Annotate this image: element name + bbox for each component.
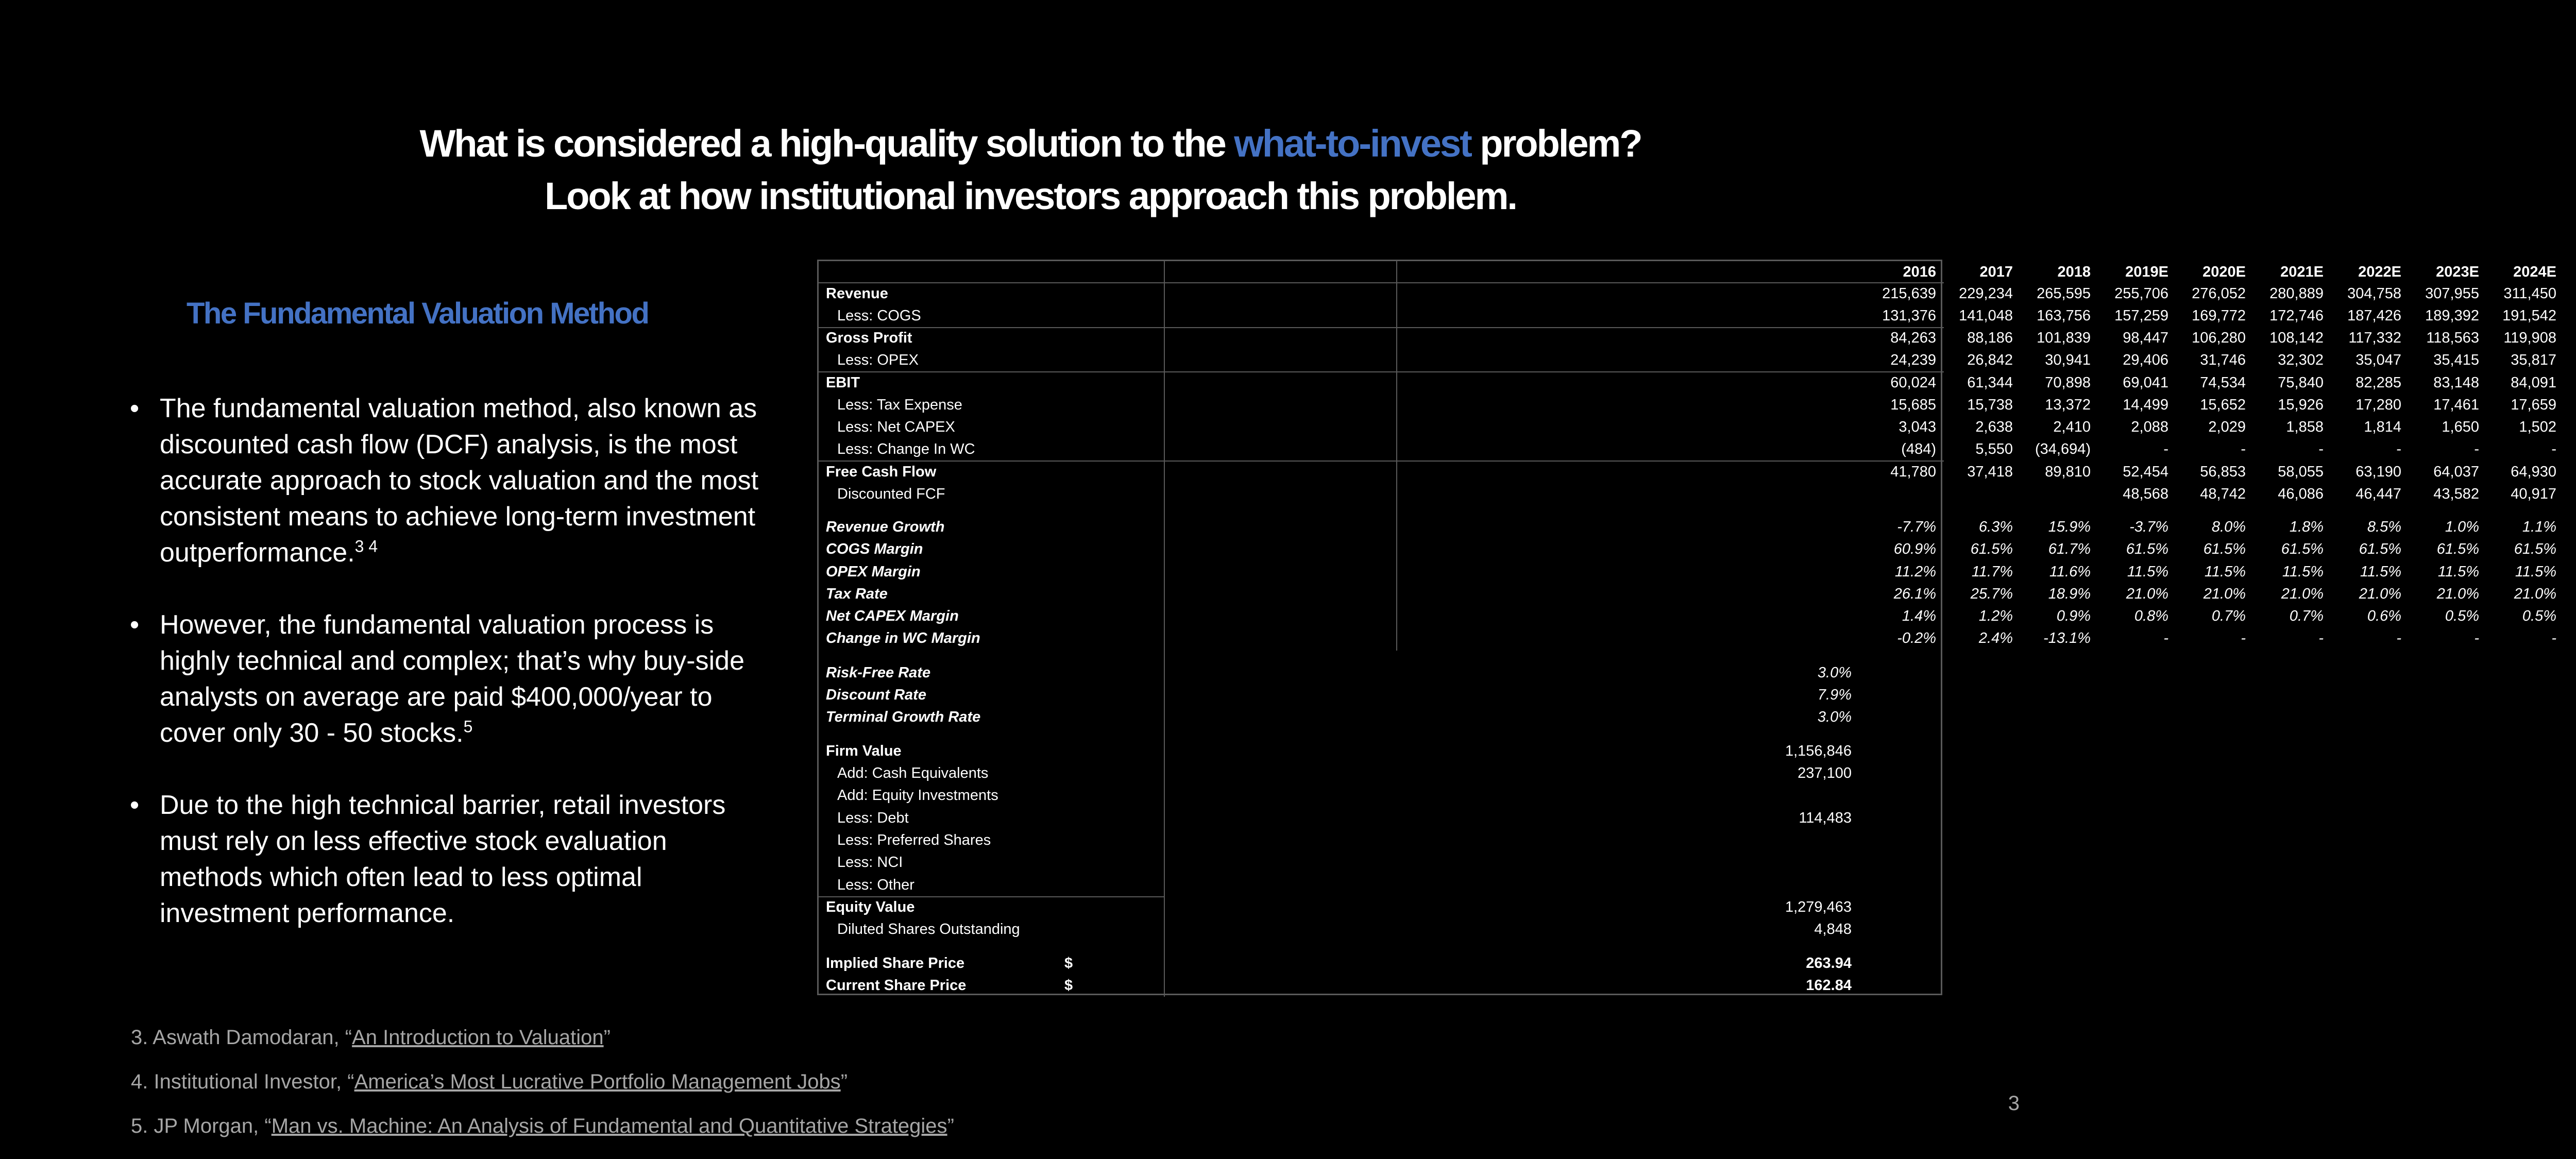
year-header: 2021E bbox=[2280, 264, 2324, 280]
table-cell: 46,447 bbox=[2355, 486, 2401, 502]
valuation-label: Less: NCI bbox=[837, 854, 903, 871]
valuation-value: 1,279,463 bbox=[1785, 899, 1852, 915]
valuation-label: Less: Debt bbox=[837, 810, 909, 826]
table-cell: 64,037 bbox=[2433, 464, 2479, 480]
table-cell: 191,542 bbox=[2502, 308, 2556, 324]
table-cell: 1.8% bbox=[2289, 519, 2324, 535]
footnote-ref: 3 4 bbox=[354, 537, 378, 556]
valuation-label: Add: Equity Investments bbox=[837, 787, 998, 804]
title-line-2: Look at how institutional investors approach this problem. bbox=[545, 175, 1516, 217]
table-cell: 1.2% bbox=[1978, 608, 2013, 624]
table-rule bbox=[819, 327, 1944, 328]
table-cell: 63,190 bbox=[2355, 464, 2401, 480]
table-cell: - bbox=[2241, 441, 2246, 457]
bullet-list bbox=[129, 390, 762, 967]
bullet-dot: • bbox=[130, 394, 140, 423]
table-cell: 14,499 bbox=[2123, 397, 2168, 413]
table-cell: - bbox=[2551, 630, 2556, 646]
table-cell: 8.0% bbox=[2211, 519, 2246, 535]
assumption-label: Risk-Free Rate bbox=[826, 664, 931, 681]
table-cell: 25.7% bbox=[1970, 586, 2013, 602]
table-cell: 21.0% bbox=[2359, 586, 2401, 602]
table-cell: 229,234 bbox=[1959, 285, 2013, 302]
table-cell: 0.7% bbox=[2289, 608, 2324, 624]
year-header: 2022E bbox=[2358, 264, 2401, 280]
row-label: Discounted FCF bbox=[837, 486, 945, 502]
share-price-label: Implied Share Price bbox=[826, 955, 965, 971]
row-label: Less: OPEX bbox=[837, 352, 919, 368]
table-cell: 43,582 bbox=[2433, 486, 2479, 502]
table-cell: 2,029 bbox=[2208, 419, 2246, 435]
bullet-item bbox=[129, 390, 762, 571]
table-cell: 1,858 bbox=[2286, 419, 2324, 435]
row-label: COGS Margin bbox=[826, 541, 923, 557]
table-cell: 304,758 bbox=[2347, 285, 2401, 302]
table-cell: 31,746 bbox=[2200, 352, 2246, 368]
table-cell: -3.7% bbox=[2129, 519, 2168, 535]
table-cell: 0.5% bbox=[2445, 608, 2479, 624]
table-cell: 119,908 bbox=[2503, 330, 2556, 346]
footnote-4 bbox=[131, 1070, 954, 1115]
year-header: 2024E bbox=[2513, 264, 2556, 280]
table-cell: 56,853 bbox=[2200, 464, 2246, 480]
valuation-value: 114,483 bbox=[1799, 810, 1852, 826]
bullet-dot: • bbox=[130, 790, 140, 820]
table-cell: 32,302 bbox=[2278, 352, 2324, 368]
footnote-5 bbox=[131, 1115, 954, 1159]
bullet-text: The fundamental valuation method, also known as discounted cash flow (DCF) analysis, is the most accurate approach to stock valuation and the most consistent means to achieve long-term investment outperformance. bbox=[160, 394, 759, 568]
table-cell: 276,052 bbox=[2192, 285, 2246, 302]
table-cell: 6.3% bbox=[1978, 519, 2013, 535]
table-cell: 98,447 bbox=[2123, 330, 2168, 346]
table-cell: 215,639 bbox=[1882, 285, 1936, 302]
row-label: Revenue bbox=[826, 285, 888, 302]
assumption-value: 3.0% bbox=[1817, 664, 1852, 681]
table-cell: 60,024 bbox=[1890, 374, 1936, 391]
share-price-label: Current Share Price bbox=[826, 977, 967, 994]
bullet-item bbox=[129, 787, 762, 931]
year-header: 2019E bbox=[2125, 264, 2168, 280]
table-cell: 21.0% bbox=[2126, 586, 2168, 602]
footnote-link[interactable]: America’s Most Lucrative Portfolio Management Jobs bbox=[354, 1070, 841, 1093]
table-cell: 24,239 bbox=[1890, 352, 1936, 368]
footnote-link[interactable]: Man vs. Machine: An Analysis of Fundamental and Quantitative Strategies bbox=[271, 1115, 947, 1137]
table-cell: 169,772 bbox=[2192, 308, 2246, 324]
year-header: 2023E bbox=[2436, 264, 2479, 280]
table-rule bbox=[1164, 261, 1165, 997]
table-cell: 15,926 bbox=[2278, 397, 2324, 413]
table-cell: 61.5% bbox=[2359, 541, 2401, 557]
row-label: Less: COGS bbox=[837, 308, 921, 324]
footnote-3 bbox=[131, 1026, 954, 1070]
valuation-label: Equity Value bbox=[826, 899, 915, 915]
valuation-label: Firm Value bbox=[826, 743, 902, 759]
table-cell: 70,898 bbox=[2045, 374, 2091, 391]
table-cell: - bbox=[2551, 441, 2556, 457]
valuation-value: 1,156,846 bbox=[1785, 743, 1852, 759]
table-cell: 172,746 bbox=[2269, 308, 2324, 324]
table-cell: 307,955 bbox=[2425, 285, 2479, 302]
section-heading: The Fundamental Valuation Method bbox=[187, 297, 649, 330]
table-cell: 1.0% bbox=[2445, 519, 2479, 535]
table-cell: 15,738 bbox=[1967, 397, 2013, 413]
table-rule bbox=[1396, 261, 1397, 651]
table-cell: 106,280 bbox=[2192, 330, 2246, 346]
table-cell: 13,372 bbox=[2045, 397, 2091, 413]
table-cell: 265,595 bbox=[2037, 285, 2091, 302]
bullet-text: However, the fundamental valuation process is highly technical and complex; that’s why buy-side analysts on average are paid $400,000/year to cover only 30 - 50 stocks. bbox=[160, 610, 744, 748]
currency-symbol: $ bbox=[1064, 955, 1073, 971]
table-cell: 21.0% bbox=[2514, 586, 2556, 602]
table-cell: 117,332 bbox=[2348, 330, 2401, 346]
table-cell: 0.7% bbox=[2211, 608, 2246, 624]
table-cell: 118,563 bbox=[2426, 330, 2479, 346]
table-cell: 21.0% bbox=[2281, 586, 2324, 602]
table-cell: 11.7% bbox=[1971, 564, 2013, 580]
table-cell: 26.1% bbox=[1893, 586, 1936, 602]
valuation-label: Add: Cash Equivalents bbox=[837, 765, 989, 781]
table-cell: 311,450 bbox=[2503, 285, 2556, 302]
row-label: EBIT bbox=[826, 374, 860, 391]
table-cell: 69,041 bbox=[2123, 374, 2168, 391]
table-cell: - bbox=[2474, 630, 2479, 646]
table-cell: - bbox=[2474, 441, 2479, 457]
table-cell: 141,048 bbox=[1959, 308, 2013, 324]
table-cell: 88,186 bbox=[1967, 330, 2013, 346]
footnote-close-quote: ” bbox=[603, 1026, 611, 1049]
table-cell: 61.5% bbox=[2514, 541, 2556, 557]
table-cell: -7.7% bbox=[1897, 519, 1936, 535]
share-price-value: 162.84 bbox=[1806, 977, 1852, 994]
table-cell: 5,550 bbox=[1975, 441, 2013, 457]
table-cell: 61.5% bbox=[2203, 541, 2246, 557]
table-cell: - bbox=[2318, 630, 2324, 646]
footnote-source: 5. JP Morgan, “ bbox=[131, 1115, 272, 1137]
footnotes bbox=[131, 1026, 954, 1159]
row-label: OPEX Margin bbox=[826, 564, 921, 580]
table-cell: 163,756 bbox=[2037, 308, 2091, 324]
valuation-label: Less: Preferred Shares bbox=[837, 832, 991, 848]
table-cell: -13.1% bbox=[2043, 630, 2091, 646]
table-cell: 280,889 bbox=[2269, 285, 2324, 302]
table-cell: 30,941 bbox=[2045, 352, 2091, 368]
table-cell: 2,088 bbox=[2131, 419, 2168, 435]
bullet-item bbox=[129, 607, 762, 751]
table-cell: 1.1% bbox=[2522, 519, 2556, 535]
title-line-1 bbox=[0, 117, 2061, 170]
table-cell: - bbox=[2163, 630, 2168, 646]
valuation-value: 4,848 bbox=[1814, 921, 1852, 938]
valuation-value: 237,100 bbox=[1798, 765, 1852, 781]
row-label: Change in WC Margin bbox=[826, 630, 980, 646]
row-label: Revenue Growth bbox=[826, 519, 945, 535]
table-cell: - bbox=[2241, 630, 2246, 646]
table-cell: 89,810 bbox=[2045, 464, 2091, 480]
table-cell: 131,376 bbox=[1882, 308, 1936, 324]
table-cell: 84,263 bbox=[1890, 330, 1936, 346]
table-rule bbox=[819, 282, 1944, 283]
footnote-source: 3. Aswath Damodaran, “ bbox=[131, 1026, 352, 1049]
table-cell: 8.5% bbox=[2367, 519, 2401, 535]
table-cell: 40,917 bbox=[2511, 486, 2556, 502]
table-cell: 61,344 bbox=[1967, 374, 2013, 391]
table-cell: 187,426 bbox=[2347, 308, 2401, 324]
table-cell: 58,055 bbox=[2278, 464, 2324, 480]
table-cell: 82,285 bbox=[2355, 374, 2401, 391]
table-cell: 108,142 bbox=[2269, 330, 2324, 346]
table-cell: 17,659 bbox=[2511, 397, 2556, 413]
table-cell: 3,043 bbox=[1899, 419, 1936, 435]
row-label: Tax Rate bbox=[826, 586, 888, 602]
table-cell: 0.8% bbox=[2134, 608, 2168, 624]
table-cell: 1,814 bbox=[2364, 419, 2401, 435]
footnote-close-quote: ” bbox=[840, 1070, 848, 1093]
bullet-text: Due to the high technical barrier, retail investors must rely on less effective stock evaluation methods which often lead to less optimal investment performance. bbox=[160, 790, 726, 928]
table-cell: 11.5% bbox=[2204, 564, 2246, 580]
table-cell: 48,742 bbox=[2200, 486, 2246, 502]
bullet-dot: • bbox=[130, 610, 140, 640]
table-cell: 75,840 bbox=[2278, 374, 2324, 391]
row-label: Less: Tax Expense bbox=[837, 397, 962, 413]
currency-symbol: $ bbox=[1064, 977, 1073, 994]
title-highlight: what-to-invest bbox=[1234, 122, 1471, 165]
table-cell: 21.0% bbox=[2436, 586, 2479, 602]
year-header: 2017 bbox=[1979, 264, 2013, 280]
table-cell: - bbox=[2318, 441, 2324, 457]
table-cell: 64,930 bbox=[2511, 464, 2556, 480]
table-cell: 0.9% bbox=[2056, 608, 2091, 624]
table-cell: 255,706 bbox=[2114, 285, 2168, 302]
table-cell: 1,650 bbox=[2442, 419, 2479, 435]
table-cell: 60.9% bbox=[1893, 541, 1936, 557]
table-cell: 46,086 bbox=[2278, 486, 2324, 502]
table-cell: 74,534 bbox=[2200, 374, 2246, 391]
dcf-table bbox=[817, 260, 2556, 995]
table-cell: 2,638 bbox=[1975, 419, 2013, 435]
table-cell: 26,842 bbox=[1967, 352, 2013, 368]
row-label: Less: Change In WC bbox=[837, 441, 975, 457]
table-cell: 15,685 bbox=[1890, 397, 1936, 413]
table-cell: 84,091 bbox=[2511, 374, 2556, 391]
table-cell: 11.5% bbox=[2127, 564, 2168, 580]
table-cell: - bbox=[2396, 441, 2401, 457]
table-cell: - bbox=[2396, 630, 2401, 646]
table-cell: 29,406 bbox=[2123, 352, 2168, 368]
footnote-source: 4. Institutional Investor, “ bbox=[131, 1070, 354, 1093]
row-label: Net CAPEX Margin bbox=[826, 608, 959, 624]
footnote-close-quote: ” bbox=[947, 1115, 954, 1137]
table-cell: 15,652 bbox=[2200, 397, 2246, 413]
table-cell: (34,694) bbox=[2035, 441, 2091, 457]
title-line-1-start: What is considered a high-quality solution to the bbox=[419, 122, 1234, 165]
table-cell: 15.9% bbox=[2048, 519, 2091, 535]
table-cell: (484) bbox=[1901, 441, 1936, 457]
valuation-label: Less: Other bbox=[837, 877, 914, 893]
table-cell: 61.5% bbox=[2281, 541, 2324, 557]
table-cell: 17,280 bbox=[2355, 397, 2401, 413]
table-cell: 101,839 bbox=[2037, 330, 2091, 346]
table-cell: 52,454 bbox=[2123, 464, 2168, 480]
assumption-label: Discount Rate bbox=[826, 687, 926, 703]
slide-title bbox=[0, 117, 2061, 223]
table-cell: 11.2% bbox=[1894, 564, 1936, 580]
row-label: Less: Net CAPEX bbox=[837, 419, 955, 435]
table-cell: 37,418 bbox=[1967, 464, 2013, 480]
assumption-label: Terminal Growth Rate bbox=[826, 709, 981, 725]
table-cell: 48,568 bbox=[2123, 486, 2168, 502]
table-cell: 21.0% bbox=[2203, 586, 2246, 602]
valuation-label: Diluted Shares Outstanding bbox=[837, 921, 1020, 938]
year-header: 2018 bbox=[2057, 264, 2091, 280]
assumption-value: 3.0% bbox=[1817, 709, 1852, 725]
year-header: 2016 bbox=[1903, 264, 1936, 280]
footnote-link[interactable]: An Introduction to Valuation bbox=[352, 1026, 604, 1049]
assumption-value: 7.9% bbox=[1817, 687, 1852, 703]
table-cell: 11.5% bbox=[2282, 564, 2324, 580]
table-cell: 11.6% bbox=[2049, 564, 2091, 580]
title-line-1-end: problem? bbox=[1470, 122, 1641, 165]
table-cell: 17,461 bbox=[2433, 397, 2479, 413]
table-cell: 2.4% bbox=[1978, 630, 2013, 646]
year-header: 2020E bbox=[2202, 264, 2246, 280]
table-cell: 35,047 bbox=[2355, 352, 2401, 368]
table-cell: -0.2% bbox=[1897, 630, 1936, 646]
table-cell: 157,259 bbox=[2114, 308, 2168, 324]
table-cell: 35,817 bbox=[2511, 352, 2556, 368]
table-cell: 1,502 bbox=[2519, 419, 2556, 435]
table-cell: 0.5% bbox=[2522, 608, 2556, 624]
table-cell: 11.5% bbox=[2437, 564, 2479, 580]
table-cell: 61.7% bbox=[2048, 541, 2091, 557]
row-label: Gross Profit bbox=[826, 330, 912, 346]
table-cell: 61.5% bbox=[2436, 541, 2479, 557]
table-cell: 0.6% bbox=[2367, 608, 2401, 624]
table-rule bbox=[819, 371, 1944, 372]
table-cell: 1.4% bbox=[1902, 608, 1936, 624]
row-label: Free Cash Flow bbox=[826, 464, 937, 480]
table-cell: 11.5% bbox=[2515, 564, 2556, 580]
table-cell: 61.5% bbox=[2126, 541, 2168, 557]
table-cell: 41,780 bbox=[1890, 464, 1936, 480]
table-cell: 83,148 bbox=[2433, 374, 2479, 391]
table-cell: 189,392 bbox=[2425, 308, 2479, 324]
share-price-value: 263.94 bbox=[1806, 955, 1852, 971]
page-number: 3 bbox=[2008, 1092, 2020, 1115]
footnote-ref: 5 bbox=[463, 717, 473, 736]
table-rule bbox=[819, 896, 1165, 897]
table-cell: - bbox=[2163, 441, 2168, 457]
table-rule bbox=[819, 461, 1944, 462]
table-cell: 18.9% bbox=[2048, 586, 2091, 602]
table-cell: 61.5% bbox=[1970, 541, 2013, 557]
table-cell: 35,415 bbox=[2433, 352, 2479, 368]
table-cell: 11.5% bbox=[2360, 564, 2401, 580]
table-cell: 2,410 bbox=[2053, 419, 2091, 435]
